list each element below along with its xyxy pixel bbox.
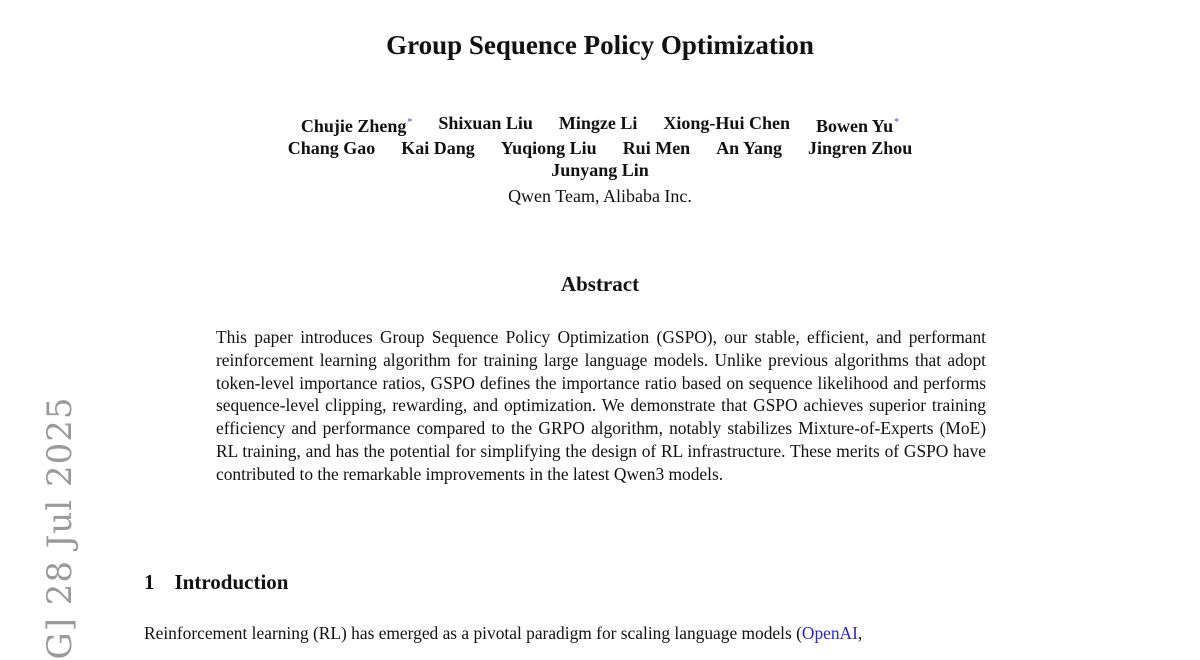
author-name: Bowen Yu	[815, 116, 894, 136]
introduction-text-continued: ,	[857, 623, 863, 643]
section-title: Introduction	[174, 570, 289, 594]
author-name: Xiong-Hui Chen	[663, 113, 790, 133]
affiliation: Qwen Team, Alibaba Inc.	[508, 186, 692, 206]
arxiv-stamp-text: G] 28 Jul 2025	[40, 396, 80, 660]
author	[663, 112, 790, 137]
section-number: 1	[144, 570, 155, 594]
author-line-1	[0, 112, 1200, 137]
author: Jingren Zhou	[808, 138, 913, 158]
author-name: Shixuan Liu	[438, 113, 533, 133]
introduction-paragraph	[144, 622, 1064, 644]
equal-contribution-mark: *	[894, 117, 900, 128]
author: An Yang	[716, 138, 783, 158]
author	[301, 112, 413, 137]
author: Rui Men	[622, 138, 691, 158]
author-name: Mingze Li	[558, 113, 638, 133]
abstract-text: This paper introduces Group Sequence Policy Optimization (GSPO), our stable, efficient, and performant reinforcement learning algorithm for training large language models. Unlike previous algorithms that adopt token-level importance ratios, GSPO defines the importance ratio based on sequence likelihood and performs sequence-level clipping, rewarding, and optimization. We demonstrate that GSPO achieves superior training efficiency and performance compared to the GRPO algorithm, notably stabilizes Mixture-of-Experts (MoE) RL training, and has the potential for simplifying the design of RL infrastructure. These merits of GSPO have contributed to the remarkable improvements in the latest Qwen3 models.	[216, 327, 986, 484]
author	[816, 112, 899, 137]
author-list	[0, 112, 1200, 181]
author: Chang Gao	[287, 138, 376, 158]
equal-contribution-mark: *	[407, 117, 413, 128]
author: Yuqiong Liu	[500, 138, 597, 158]
introduction-text: Reinforcement learning (RL) has emerged as a pivotal paradigm for scaling language models (	[144, 623, 802, 643]
author-name: Chujie Zheng	[300, 116, 407, 136]
author	[559, 112, 638, 137]
author	[438, 112, 533, 137]
author: Junyang Lin	[551, 160, 649, 180]
abstract-heading: Abstract	[560, 272, 640, 296]
citation-link-openai[interactable]: OpenAI	[801, 623, 858, 643]
author: Kai Dang	[401, 138, 475, 158]
author-line-2	[0, 137, 1200, 159]
section-heading-introduction	[144, 570, 288, 595]
paper-title: Group Sequence Policy Optimization	[386, 30, 814, 60]
author-line-3	[0, 159, 1200, 181]
